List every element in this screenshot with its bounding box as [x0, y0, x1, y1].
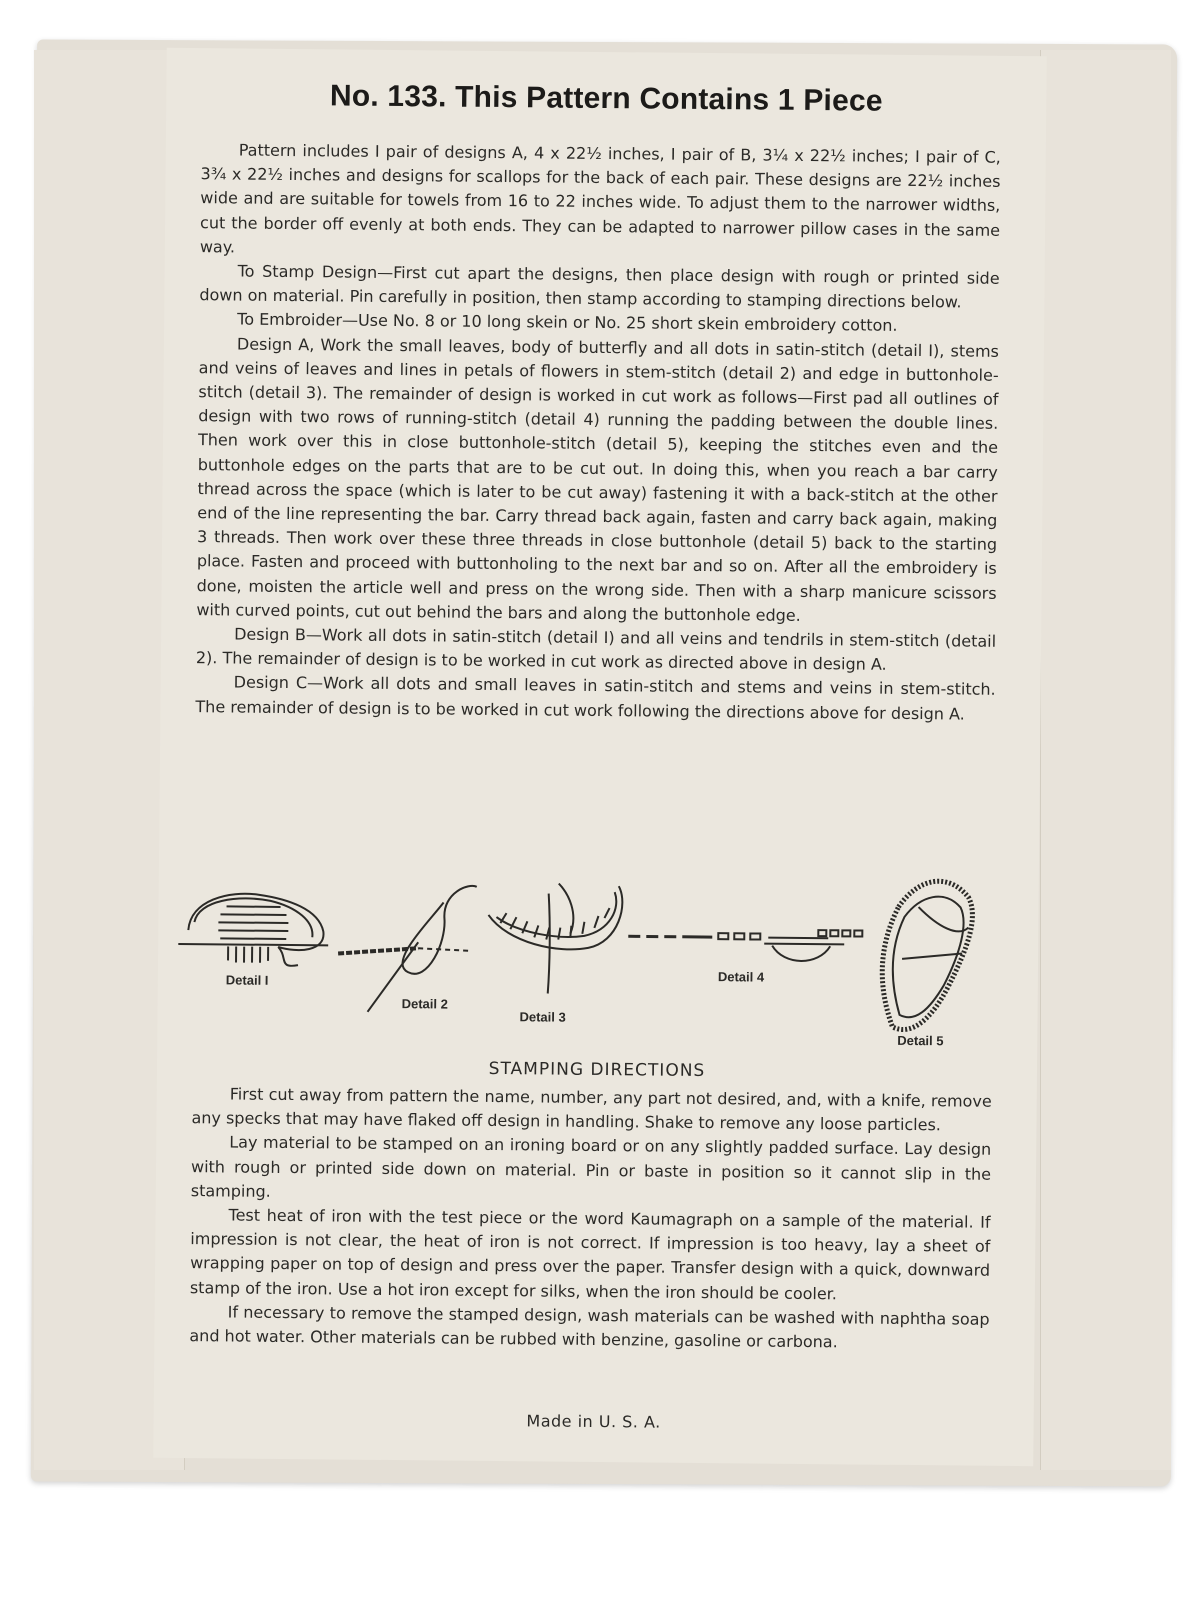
detail-2-label: Detail 2 [401, 996, 448, 1012]
detail-2-stem-stitch-drawing [338, 885, 477, 1013]
stamping-paragraph-lay-material: Lay material to be stamped on an ironing board or on any slightly padded surface. Lay design with rough or printed side down on material. Pin or baste in position so it cannot slip in the stamping. [190, 1132, 992, 1201]
stamping-paragraph-remove-design: If necessary to remove the stamped design, wash materials can be washed with naphtha soap and hot water. Other materials can be rubbed with benzine, gasoline or carbona. [189, 1302, 990, 1352]
stamping-paragraph-test-heat: Test heat of iron with the test piece or the word Kaumagraph on a sample of the material. If impression is not clear, the heat of iron is not correct. If impression is too heavy, lay a sheet of wrapping paper on top of design and press over the paper. Transfer design with a quick, downward stamp of the iron. Use a hot iron except for silks, when the iron should be cooler. [189, 1205, 991, 1303]
detail-3-buttonhole-stitch-drawing [488, 883, 623, 994]
paragraph-design-b: Design B—Work all dots in satin-stitch (detail I) and all veins and tendrils in stem-stitch (detail 2). The remainder of design is to be worked in cut work as directed above in design A. [195, 624, 997, 675]
stamping-directions-heading: STAMPING DIRECTIONS [488, 1058, 706, 1082]
detail-5-label: Detail 5 [897, 1032, 944, 1049]
detail-1-label: Detail I [225, 972, 269, 988]
paragraph-stamp-design: To Stamp Design—First cut apart the designs, then place design with rough or printed side down on material. Pin carefully in position, then stamp according to stamping directions below. [199, 261, 1000, 312]
page-title: No. 133. This Pattern Contains 1 Piece [329, 79, 883, 118]
stamping-directions-body [189, 1082, 992, 1356]
detail-5-buttonhole-bar-drawing [882, 881, 973, 1030]
stamping-paragraph-cut-away: First cut away from pattern the name, number, any part not desired, and, with a knife, remove any specks that may have flaked off design in handling. Shake to remove any loose particles. [191, 1084, 992, 1135]
detail-3-label: Detail 3 [519, 1009, 566, 1025]
stitch-illustration [177, 860, 999, 1068]
detail-4-running-stitch-drawing [628, 928, 862, 961]
paragraph-design-a: Design A, Work the small leaves, body of butterfly and all dots in satin-stitch (detail I), stems and veins of leaves and lines in petals of flowers in stem-stitch (detail 2) and edge in buttonhole-stitch (detail 3). The remainder of design is worked in cut work as follows—First pad all outlines of design with two rows of running-stitch (detail 4) running the padding between the double lines. Then work over this in close buttonhole-stitch (detail 5), keeping the stitches even and the buttonhole edges on the parts that are to be cut out. In doing this, when you reach a bar carry thread across the space (which is later to be cut away) fastening it with a back-stitch at the other end of the line representing the bar. Carry thread back again, fasten and carry back again, making 3 threads. Then work over these three threads in close buttonhole (detail 5) back to the starting place. Fasten and proceed with buttonholing to the next bar and so on. After all the embroidery is done, moisten the article well and press on the wrong side. Then with a sharp manicure scissors with curved points, cut out behind the bars and along the buttonhole edge. [196, 334, 1000, 625]
detail-4-label: Detail 4 [717, 969, 765, 985]
made-in-usa-footer: Made in U. S. A. [526, 1411, 661, 1432]
pattern-instruction-sheet [153, 48, 1046, 1466]
paragraph-design-c: Design C—Work all dots and small leaves in satin-stitch and stems and veins in stem-stitch. The remainder of design is to be worked in cut work following the directions above for design A. [195, 672, 996, 724]
detail-1-satin-stitch-drawing [178, 893, 329, 966]
instructions-body [195, 138, 1001, 727]
envelope-right-flap [1040, 50, 1171, 1470]
paragraph-pattern-includes: Pattern includes I pair of designs A, 4 x 22½ inches, I pair of B, 3¼ x 22½ inches; I pair of C, 3¾ x 22½ inches and designs for scallops for the back of each pair. These designs are 22½ inches wide and are suitable for towels from 16 to 22 inches wide. To adjust them to the narrower widths, cut the border off evenly at both ends. They can be adapted to narrower pillow cases in the same way. [199, 140, 1001, 257]
paragraph-embroider: To Embroider—Use No. 8 or 10 long skein or No. 25 short skein embroidery cotton. [237, 309, 898, 336]
stitch-details-illustrations [177, 860, 999, 1068]
